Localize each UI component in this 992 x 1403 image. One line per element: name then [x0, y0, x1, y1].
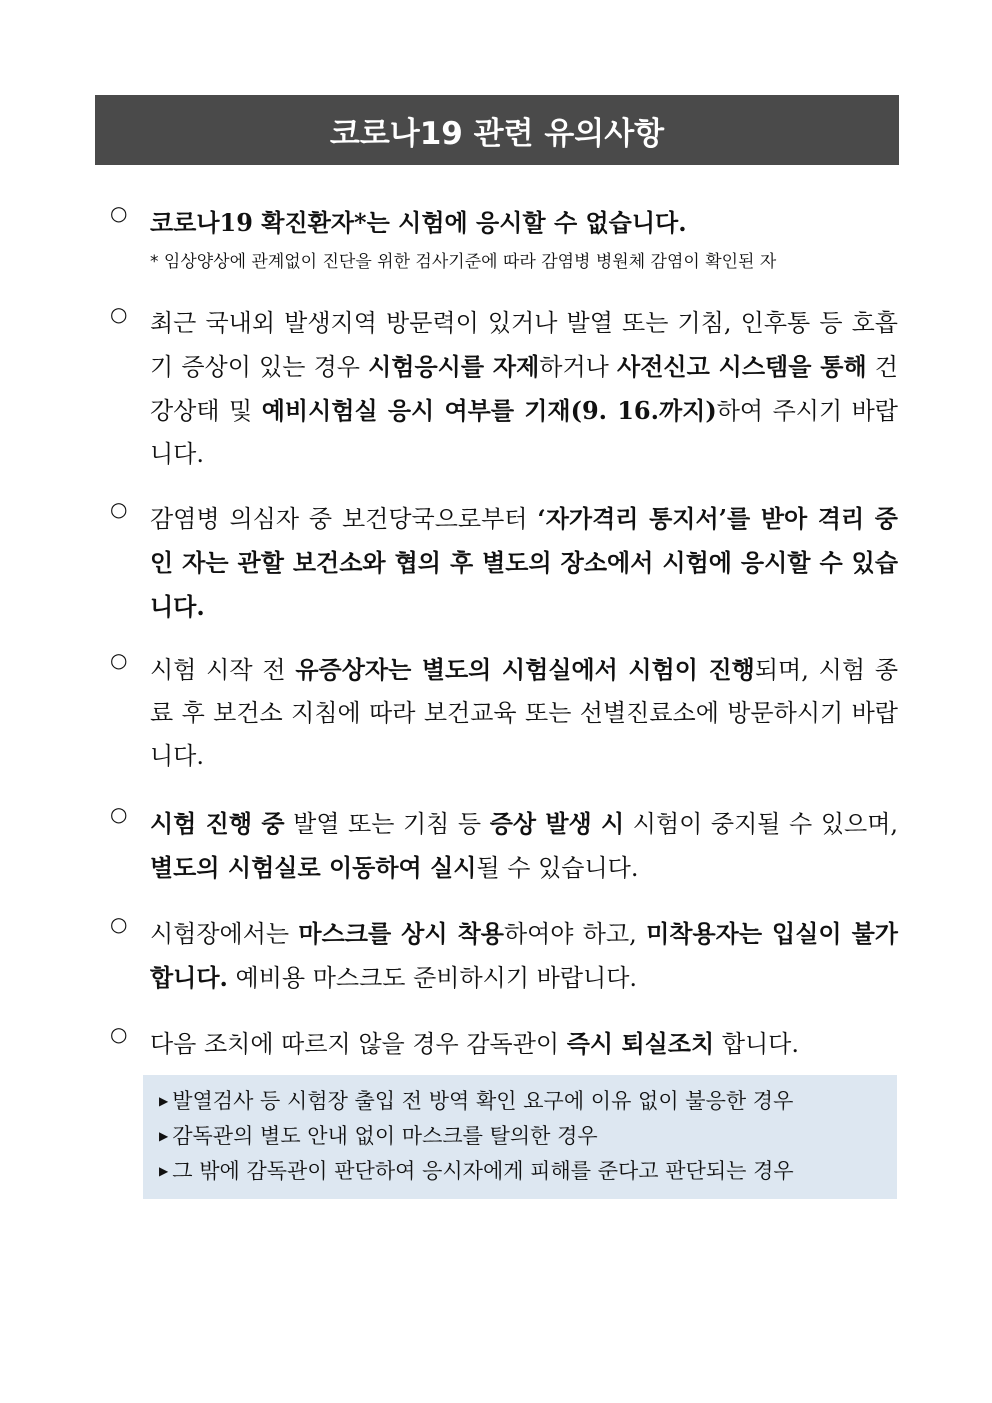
emphasized-text: 코로나19 확진환자*는 시험에 응시할 수 없습니다. [150, 208, 687, 237]
dismissal-conditions-box [143, 1075, 897, 1199]
circle-bullet-icon: ○ [110, 201, 128, 225]
notice-text [150, 302, 898, 476]
triangle-marker-icon: ▶ [159, 1129, 169, 1143]
condition-item: ▶ 그 밖에 감독관이 판단하여 응시자에게 피해를 준다고 판단되는 경우 [159, 1159, 794, 1183]
notice-item-1 [110, 201, 898, 272]
emphasized-text: 별도의 시험실로 이동하여 실시 [150, 853, 477, 882]
emphasized-text: 즉시 퇴실조치 [566, 1029, 715, 1058]
body-text: 발열 또는 기침 등 [284, 810, 490, 838]
triangle-marker-icon: ▶ [159, 1164, 169, 1178]
body-text: 하여 주시기 바랍니다. [150, 397, 898, 468]
notice-text [150, 648, 898, 778]
emphasized-text: 증상 발생 시 [489, 809, 625, 838]
body-text: 시험 시작 전 [150, 656, 296, 684]
notice-text [150, 912, 898, 1000]
body-text: 하여야 하고, [503, 920, 647, 948]
emphasized-text: ‘자가격리 통지서’를 받아 격리 중인 자는 관할 보건소와 협의 후 별도의 장소에서 시험에 응시할 수 있습니다. [150, 504, 898, 621]
notice-text [150, 802, 898, 890]
footnote: * 임상양상에 관계없이 진단을 위한 검사기준에 따라 감염병 병원체 감염이 확인된 자 [150, 252, 777, 272]
emphasized-text: 시험 진행 중 [150, 809, 285, 838]
body-text: 될 수 있습니다. [476, 854, 639, 882]
body-text: 최근 국내외 발생지역 방문력이 있거나 발열 또는 기침, 인후통 등 호흡기 증상이 있는 경우 [150, 309, 898, 381]
notice-item-6 [110, 912, 898, 1000]
body-text: 감염병 의심자 중 보건당국으로부터 [150, 505, 538, 533]
emphasized-text: 예비시험실 응시 여부를 기재(9. 16.까지) [261, 396, 717, 425]
emphasized-text: 유증상자는 별도의 시험실에서 시험이 진행 [295, 655, 755, 684]
body-text: 되며, 시험 종료 후 보건소 지침에 따라 보건교육 또는 선별진료소에 방문하시기 바랍니다. [150, 656, 898, 770]
body-text: 시험장에서는 [150, 920, 299, 948]
emphasized-text: 사전신고 시스템을 통해 [617, 352, 867, 381]
emphasized-text: 시험응시를 자제 [368, 352, 540, 381]
emphasized-text: 마스크를 상시 착용 [298, 919, 504, 948]
emphasized-text: 미착용자는 입실이 불가합니다. [150, 919, 898, 992]
page-title: 코로나19 관련 유의사항 [95, 95, 899, 165]
circle-bullet-icon: ○ [110, 302, 128, 326]
body-text: 하거나 [539, 353, 618, 381]
circle-bullet-icon: ○ [110, 1022, 128, 1046]
body-text: 다음 조치에 따르지 않을 경우 감독관이 [150, 1030, 567, 1058]
notice-item-3 [110, 497, 898, 629]
notice-item-2 [110, 302, 898, 476]
notice-item-4 [110, 648, 898, 778]
circle-bullet-icon: ○ [110, 497, 128, 521]
notice-item-5 [110, 802, 898, 890]
notice-text [150, 497, 898, 629]
body-text: 건강상태 및 [150, 353, 898, 425]
body-text: 합니다. [714, 1030, 799, 1058]
circle-bullet-icon: ○ [110, 912, 128, 936]
circle-bullet-icon: ○ [110, 802, 128, 826]
notice-text [150, 201, 898, 245]
circle-bullet-icon: ○ [110, 648, 128, 672]
body-text: 예비용 마스크도 준비하시기 바랍니다. [227, 964, 638, 992]
notice-item-7 [110, 1022, 898, 1066]
condition-item: ▶ 발열검사 등 시험장 출입 전 방역 확인 요구에 이유 없이 불응한 경우 [159, 1089, 794, 1113]
notice-text [150, 1022, 898, 1066]
body-text: 시험이 중지될 수 있으며, [624, 810, 899, 838]
condition-item: ▶ 감독관의 별도 안내 없이 마스크를 탈의한 경우 [159, 1124, 598, 1148]
triangle-marker-icon: ▶ [159, 1094, 169, 1108]
